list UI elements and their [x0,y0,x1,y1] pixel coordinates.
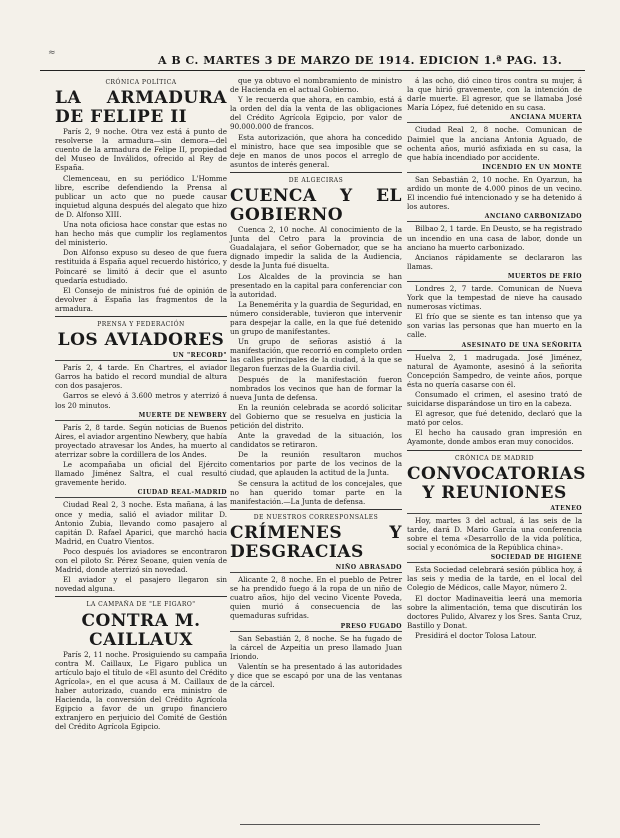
paragraph: Esta Sociedad celebrará sesión pública hoy, á las seis y media de la tarde, en el local del Colegio de Médicos, calle Mayor, número 2. [407,565,582,593]
paragraph: Alicante 2, 8 noche. En el pueblo de Petrer se ha prendido fuego á la ropa de un niño de cuatro años, hijo del vecino Vicente Poveda, quien murió á consecuencia de las quemaduras sufridas. [230,575,402,621]
headline-crimenes: CRÍMENES Y DESGRACIAS [230,522,402,562]
section-label: DE NUESTROS CORRESPONSALES [253,513,379,521]
subhead: PRESO FUGADO [230,622,402,632]
paragraph: El Consejo de ministros fué de opinión de devolver á España las fragmentos de la armadura. [55,285,227,313]
paragraph: En la reunión celebrada se acordó solicitar del Gobierno que se resuelva en justicia la petición del distrito. [230,402,402,430]
paragraph: París 2, 8 tarde. Según noticias de Buenos Aires, el aviador argentino Newbery, que había proyectado atravesar los Andes, ha muerto al aterrizar sobre la cordillera de los Andes. [55,422,228,459]
paragraph: El agresor, que fué detenido, declaró que la mató por celos. [407,409,582,428]
paragraph: Ciudad Real 2, 8 noche. Comunican de Daimiel que la anciana Antonia Aguado, de ochenta años, murió asfixiada en su casa, la que había incendiado por accidente. [407,125,582,162]
paragraph: Bilbao 2, 1 tarde. En Deusto, se ha registrado un incendio en una casa de labor, donde un anciano ha muerto carbonizado. [407,224,582,252]
paragraph: Una nota oficiosa hace constar que estas no han hecho más que cumplir los reglamentos del ministerio. [55,220,227,248]
paragraph: Ancianos rápidamente se declararon las llamas. [407,252,582,271]
section-label: DE ALGECIRAS [288,176,344,184]
subhead: NIÑO ABRASADO [230,563,402,573]
paragraph: Y le recuerda que ahora, en cambio, está á la orden del día la venta de las obligaciones del Crédito Agrícola Egipcio, por valor de 90.000.000 de francos. [230,95,402,132]
paragraph: Esta autorización, que ahora ha concedido el ministro, hace que sea imposible que se deje en manos de unos pocos el arreglo de asuntos de interés general. [230,132,402,169]
paragraph: Poco después los aviadores se encontraron con el piloto Sr. Pérez Seoane, quien venía de Madrid, donde aterrizó sin novedad. [55,546,227,575]
column-3 [407,76,586,641]
paragraph: Le acompañaba un oficial del Ejército llamado Jiménez Saltra, el cual resultó gravemente herido. [55,460,227,488]
paragraph: El frío que se siente es tan intenso que ya son varias las personas que han muerto en la calle. [407,312,582,340]
paragraph: Huelva 2, 1 madrugada. José Jiménez, natural de Ayamonte, asesinó á la señorita Concepción Sampedro, de veinte años, porque ésta no quería casarse con él. [407,352,582,389]
paragraph: El doctor Madinaveitia leerá una memoria sobre la alimentación, tema que discutirán los doctores Pulido, Alvarez y los Sres. Santa Cruz, Bastillo y Donat. [407,593,582,630]
paragraph: que ya obtuvo el nombramiento de ministro de Hacienda en el actual Gobierno. [230,76,402,95]
headline-cuenca: CUENCA Y EL GOBIERNO [230,186,402,226]
paragraph: Garros se elevó á 3.600 metros y aterrizó á los 20 minutos. [55,391,227,410]
divider [230,172,402,173]
paragraph: Se censura la actitud de los concejales, que no han querido tomar parte en la manifestación.—La Junta de defensa. [230,478,402,506]
subhead: SOCIEDAD DE HIGIENE [407,553,582,563]
margin-scribble: ≈ [48,48,56,58]
paragraph: El aviador y el pasajero llegaron sin novedad alguna. [55,575,227,594]
header-text: A B C. MARTES 3 DE MARZO DE 1914. EDICION 1.ª PAG. 13. [158,54,563,67]
headline-aviadores: LOS AVIADORES [57,330,225,351]
divider [407,450,582,451]
paragraph: El hecho ha causado gran impresión en Ayamonte, donde ambos eran muy conocidos. [407,428,582,447]
paragraph: Valentín se ha presentado á las autoridades y dice que se escapó por una de las ventanas de la cárcel. [230,661,402,690]
subhead: UN "RECORD" [55,351,227,361]
paragraph: París 2, 4 tarde. En Chartres, el aviador Garros ha batido el record mundial de altura con dos pasajeros. [55,363,227,391]
paragraph: París 2, 11 noche. Prosiguiendo su campaña contra M. Caillaux, Le Figaro publica un artículo bajo el título de «El asunto del Crédito Agrícola», en el que acusa á M. Caillaux de haber autorizado, cuando era ministro de Hacienda, la conversión del Crédito Agrícola Egipcio a favor de un grupo financiero extranjero en perjuicio del Comité de Gestión del Crédito Agrícola Egipcio. [55,649,227,732]
headline-armadura: LA ARMADURA DE FELIPE II [55,88,227,128]
paragraph: San Sebastián 2, 8 noche. Se ha fugado de la cárcel de Azpeitia un preso llamado Juan Iriondo. [230,633,402,661]
subhead: ATENEO [407,504,582,514]
paragraph: Ante la gravedad de la situación, los candidatos se retiraron. [230,431,402,450]
paragraph: París 2, 9 noche. Otra vez está á punto de resolverse la armadura—sin demora—del cuento de la armadura de Felipe II, propiedad del Museo de Inválidos, ofrecido al Rey de España. [55,127,227,173]
headline-caillaux: CONTRA M. CAILLAUX [81,610,201,650]
divider [230,509,402,510]
divider [55,316,227,317]
paragraph: Un grupo de señoras asistió á la manifestación, que recorrió en completo orden las calles principales de la ciudad, á la que se llegaron fuerzas de la Guardia civil. [230,337,402,374]
paragraph: Después de la manifestación fueron nombrados los vecinos que han de formar la nueva Junta de defensa. [230,374,402,402]
column-1 [55,76,227,732]
subhead: ANCIANA MUERTA [407,113,582,123]
subhead: MUERTE DE NEWBERY [55,411,227,421]
paragraph: Cuenca 2, 10 noche. Al conocimiento de la Junta del Cetro para la provincia de Guadalajara, el señor Gobernador, que se ha dignado impedir la salida de la Audiencia, desde la Junta fué disuelta. [230,225,402,271]
column-2 [230,76,402,690]
paragraph: Presidirá el doctor Tolosa Latour. [415,630,537,640]
paragraph: De la reunión resultaron muchos comentarios por parte de los vecinos de la ciudad, que aplauden la actitud de la Junta. [230,450,402,478]
page-header [40,54,585,71]
subhead: CIUDAD REAL-MADRID [55,488,227,498]
paragraph: Consumado el crimen, el asesino trató de suicidarse disparándose un tiro en la cabeza. [407,390,582,409]
paragraph: Clemenceau, en su periódico L'Homme libre, escribe defendiendo la Prensa al publicar un acto que no puede causar inquietud alguna después del alegato que hizo de D. Alfonso XIII. [55,173,227,219]
paragraph: Los Alcaldes de la provincia se han presentado en la capital para conferenciar con la autoridad. [230,271,402,299]
subhead: ANCIANO CARBONIZADO [407,212,582,222]
paragraph: á las ocho, dió cinco tiros contra su mujer, á la que hirió gravemente, con la intención de darle muerte. El agresor, que se llamaba José María López, fué detenido en su casa. [407,76,582,113]
section-label: CRÓNICA DE MADRID [454,454,535,462]
headline-convocatorias: CONVOCATORIAS Y REUNIONES [407,463,586,503]
section-label: PRENSA Y FEDERACIÓN [97,320,185,328]
paragraph: Hoy, martes 3 del actual, á las seis de la tarde, dará D. Mario García una conferencia sobre el tema «Desarrollo de la vida política, social y económica de la República china». [407,515,582,553]
paragraph: San Sebastián 2, 10 noche. En Oyarzun, ha ardido un monte de 4.000 pinos de un vecino. El incendio fué intencionado y se ha detenido á los autores. [407,174,582,212]
divider [55,596,227,597]
paragraph: La Benemérita y la guardia de Seguridad, en número considerable, tuvieron que intervenir para despejar la calle, en la que fué detenido un grupo de manifestantes. [230,299,402,337]
paragraph: Ciudad Real 2, 3 noche. Esta mañana, á las once y media, salió el aviador militar D. Antonio Zubia, llevando como pasajero al capitán D. Rafael Aparici, que marchó hacia Madrid, en Cuatro Vientos. [55,500,227,546]
footer-rule [240,824,540,825]
paragraph: Don Alfonso expuso su deseo de que fuera restituida á España aquel recuerdo histórico, y Poincaré se limitó á decir que el asunto quedaría estudiado. [55,248,227,285]
section-label: LA CAMPAÑA DE "LE FIGARO" [86,601,196,609]
section-label: CRÓNICA POLÍTICA [105,79,177,86]
subhead: ASESINATO DE UNA SEÑORITA [407,341,582,351]
subhead: MUERTOS DE FRÍO [407,272,582,282]
paragraph: Londres 2, 7 tarde. Comunican de Nueva York que la tempestad de nieve ha causado numerosas víctimas. [407,283,582,312]
subhead: INCENDIO EN UN MONTE [407,163,582,173]
